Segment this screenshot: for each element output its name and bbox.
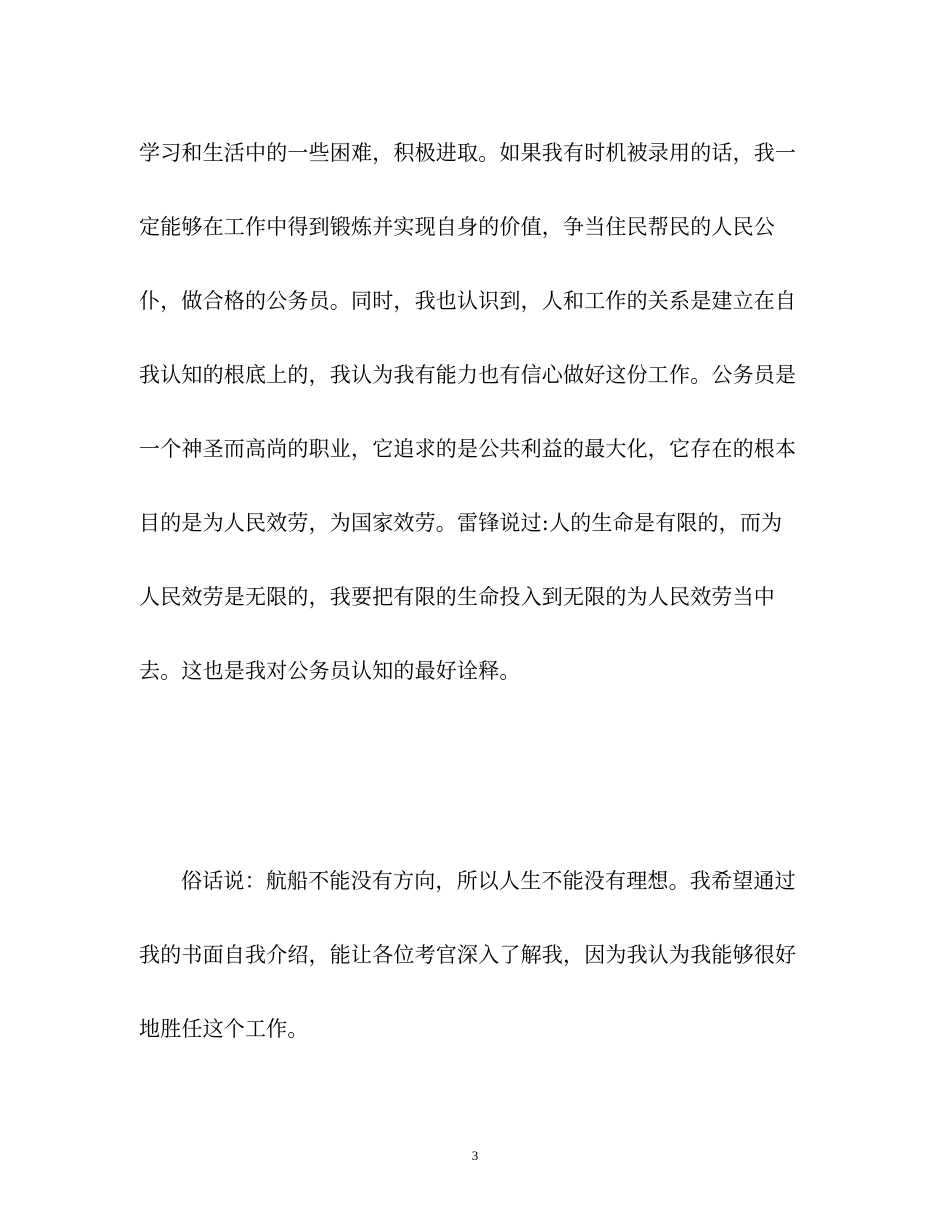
paragraph-line: 一个神圣而高尚的职业，它追求的是公共利益的最大化，它存在的根本 (139, 437, 797, 461)
page-number: 3 (471, 1148, 479, 1163)
paragraph-line: 仆，做合格的公务员。同时，我也认识到，人和工作的关系是建立在自 (139, 289, 797, 313)
paragraph-line: 我认知的根底上的，我认为我有能力也有信心做好这份工作。公务员是 (139, 363, 797, 387)
paragraph-line: 俗话说：航船不能没有方向，所以人生不能没有理想。我希望通过 (181, 869, 796, 893)
paragraph-line: 学习和生活中的一些困难，积极进取。如果我有时机被录用的话，我一 (139, 141, 797, 165)
paragraph-line: 人民效劳是无限的，我要把有限的生命投入到无限的为人民效劳当中 (139, 585, 775, 609)
paragraph-line: 目的是为人民效劳，为国家效劳。雷锋说过:人的生命是有限的，而为 (139, 511, 783, 535)
paragraph-line: 定能够在工作中得到锻炼并实现自身的价值，争当住民帮民的人民公 (139, 215, 775, 239)
paragraph-line: 地胜任这个工作。 (139, 1017, 309, 1041)
paragraph-line: 我的书面自我介绍，能让各位考官深入了解我，因为我认为我能够很好 (139, 943, 797, 967)
paragraph-line: 去。这也是我对公务员认知的最好诠释。 (139, 659, 521, 683)
